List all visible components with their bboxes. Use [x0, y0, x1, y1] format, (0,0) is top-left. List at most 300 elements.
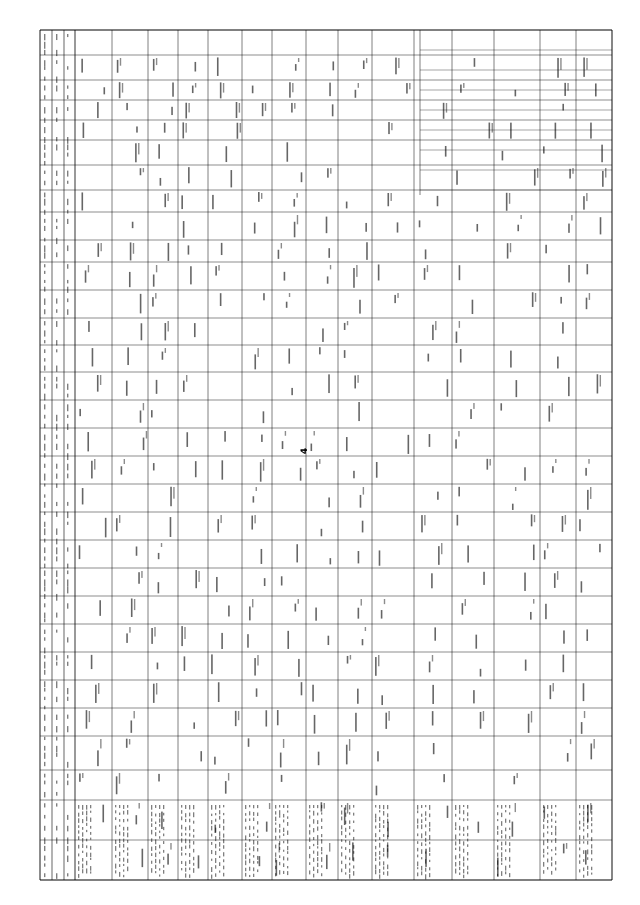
cell-value-glyph	[319, 347, 321, 354]
description-glyph	[497, 867, 498, 869]
description-glyph	[253, 812, 254, 816]
header-label-glyph	[44, 815, 45, 819]
cell-value-glyph	[601, 145, 603, 163]
cell-value-glyph	[563, 630, 565, 643]
header-label-glyph	[44, 613, 45, 619]
description-glyph	[583, 850, 584, 854]
description-glyph	[123, 850, 124, 852]
description-glyph	[509, 836, 510, 839]
description-glyph	[159, 875, 160, 877]
header-label-glyph	[67, 570, 68, 574]
cell-value-glyph	[117, 60, 119, 73]
cell-value-glyph	[506, 193, 508, 211]
header-label-glyph	[44, 670, 45, 675]
description-glyph	[287, 858, 288, 861]
description-glyph	[189, 867, 190, 870]
description-glyph	[455, 862, 456, 866]
description-glyph	[219, 816, 220, 820]
header-label-glyph	[44, 394, 45, 401]
description-glyph	[219, 870, 220, 872]
description-glyph	[459, 810, 460, 813]
description-glyph	[115, 817, 116, 820]
description-glyph	[455, 834, 456, 839]
description-glyph	[159, 836, 160, 838]
cell-value-glyph	[353, 471, 355, 478]
cell-value-glyph	[102, 805, 104, 823]
header-label-glyph	[44, 688, 45, 692]
description-glyph	[275, 805, 276, 809]
description-glyph	[82, 869, 83, 873]
description-glyph	[509, 828, 510, 830]
description-glyph	[429, 814, 430, 818]
cell-value-glyph	[387, 193, 389, 206]
description-glyph	[90, 838, 91, 840]
cell-value-glyph	[103, 87, 105, 94]
cell-value-glyph	[119, 515, 120, 523]
cell-value-glyph	[327, 276, 329, 283]
description-glyph	[341, 825, 342, 829]
description-glyph	[249, 867, 250, 871]
description-glyph	[555, 847, 556, 851]
description-glyph	[275, 811, 276, 814]
cell-value-glyph	[330, 168, 331, 174]
cell-value-glyph	[156, 380, 158, 394]
cell-value-glyph	[240, 123, 241, 133]
description-glyph	[193, 835, 194, 838]
cell-value-glyph	[562, 322, 564, 333]
cell-value-glyph	[217, 57, 219, 76]
header-label-glyph	[67, 264, 68, 269]
cell-value-glyph	[318, 752, 320, 766]
cell-value-glyph	[388, 122, 390, 134]
cell-value-glyph	[265, 710, 267, 726]
description-glyph	[219, 862, 220, 866]
description-glyph	[86, 861, 87, 865]
description-glyph	[115, 810, 116, 813]
header-label-glyph	[56, 118, 57, 122]
description-glyph	[211, 834, 212, 837]
cell-value-glyph	[129, 272, 131, 287]
description-glyph	[455, 841, 456, 845]
description-glyph	[185, 846, 186, 849]
header-label-glyph	[67, 464, 68, 471]
description-glyph	[257, 805, 258, 808]
header-label-glyph	[56, 594, 57, 601]
cell-value-glyph	[563, 844, 565, 854]
cell-value-glyph	[567, 83, 568, 91]
cell-value-glyph	[136, 126, 138, 132]
description-glyph	[249, 833, 250, 836]
header-label-glyph	[56, 171, 57, 176]
cell-value-glyph	[398, 58, 399, 68]
cell-value-glyph	[252, 599, 253, 607]
description-glyph	[463, 841, 464, 845]
cell-value-glyph	[555, 459, 556, 463]
header-label-glyph	[67, 34, 68, 37]
description-glyph	[321, 826, 322, 829]
header-label-glyph	[56, 252, 57, 257]
header-label-glyph	[56, 837, 57, 843]
description-glyph	[317, 835, 318, 840]
description-glyph	[86, 845, 87, 848]
description-glyph	[317, 827, 318, 831]
description-glyph	[163, 805, 164, 809]
description-glyph	[551, 825, 552, 827]
description-glyph	[375, 819, 376, 822]
description-glyph	[313, 858, 314, 862]
description-glyph	[249, 826, 250, 830]
description-glyph	[379, 874, 380, 878]
description-glyph	[90, 832, 91, 835]
header-label-glyph	[56, 415, 57, 422]
cell-value-glyph	[567, 753, 569, 762]
description-glyph	[78, 853, 79, 856]
description-glyph	[257, 836, 258, 838]
description-glyph	[463, 805, 464, 807]
description-glyph	[279, 810, 280, 815]
cell-value-glyph	[381, 610, 383, 619]
description-glyph	[123, 864, 124, 866]
description-glyph	[309, 870, 310, 874]
cell-value-glyph	[565, 515, 566, 525]
cell-value-glyph	[433, 743, 435, 754]
description-glyph	[497, 826, 498, 830]
header-label-glyph	[56, 547, 57, 554]
description-glyph	[429, 867, 430, 870]
description-glyph	[287, 822, 288, 826]
cell-value-glyph	[286, 302, 288, 308]
description-glyph	[387, 871, 388, 876]
cell-value-glyph	[105, 518, 107, 538]
header-label-glyph	[44, 264, 45, 267]
description-glyph	[463, 857, 464, 862]
description-glyph	[163, 850, 164, 853]
description-glyph	[341, 831, 342, 835]
description-glyph	[417, 805, 418, 810]
cell-value-glyph	[188, 245, 190, 254]
header-label-glyph	[56, 697, 57, 702]
header-label-glyph	[44, 321, 45, 325]
cell-value-glyph	[301, 172, 303, 182]
description-glyph	[82, 843, 83, 847]
description-glyph	[509, 820, 510, 823]
cell-value-glyph	[431, 573, 433, 588]
header-label-glyph	[44, 226, 45, 231]
description-glyph	[223, 859, 224, 862]
description-glyph	[287, 846, 288, 850]
cell-value-glyph	[358, 402, 360, 421]
header-label-glyph	[67, 107, 68, 111]
cell-value-glyph	[81, 59, 83, 73]
description-glyph	[215, 844, 216, 848]
cell-value-glyph	[295, 64, 297, 71]
cell-value-glyph	[327, 168, 329, 177]
description-glyph	[313, 837, 314, 840]
description-glyph	[253, 818, 254, 821]
header-label-glyph	[67, 726, 68, 732]
cell-value-glyph	[284, 272, 286, 281]
header-label-glyph	[67, 210, 68, 214]
cell-value-glyph	[237, 123, 239, 139]
header-label-glyph	[44, 424, 45, 429]
header-label-glyph	[56, 613, 57, 618]
description-glyph	[223, 819, 224, 823]
cell-value-glyph	[332, 104, 334, 116]
description-glyph	[509, 848, 510, 852]
description-glyph	[429, 860, 430, 862]
header-label-glyph	[44, 77, 45, 81]
header-label-glyph	[56, 424, 57, 431]
cell-value-glyph	[278, 250, 280, 259]
description-glyph	[387, 842, 388, 846]
cell-value-glyph	[516, 380, 518, 397]
header-label-glyph	[67, 404, 68, 411]
cell-value-glyph	[432, 711, 434, 725]
header-label-glyph	[44, 340, 45, 343]
description-glyph	[119, 839, 120, 843]
cell-value-glyph	[581, 581, 583, 592]
description-glyph	[219, 856, 220, 858]
cell-value-glyph	[289, 82, 291, 97]
description-glyph	[455, 869, 456, 874]
description-glyph	[275, 858, 276, 863]
header-label-glyph	[44, 570, 45, 576]
cell-value-glyph	[394, 295, 396, 303]
cell-value-glyph	[288, 348, 290, 363]
description-glyph	[417, 867, 418, 869]
description-glyph	[283, 850, 284, 852]
description-glyph	[82, 819, 83, 823]
description-glyph	[555, 805, 556, 807]
cell-value-glyph	[129, 739, 130, 744]
cell-value-glyph	[167, 193, 168, 201]
description-glyph	[215, 851, 216, 855]
description-glyph	[583, 829, 584, 832]
description-glyph	[509, 805, 510, 808]
cell-value-glyph	[195, 570, 197, 588]
cell-value-glyph	[79, 773, 81, 781]
cell-value-glyph	[256, 688, 258, 696]
description-glyph	[86, 811, 87, 816]
header-label-glyph	[44, 377, 45, 381]
header-label-glyph	[44, 873, 45, 877]
cell-value-glyph	[294, 222, 296, 238]
description-glyph	[375, 846, 376, 849]
description-glyph	[587, 841, 588, 845]
description-glyph	[583, 875, 584, 878]
description-glyph	[353, 837, 354, 840]
description-glyph	[345, 847, 346, 850]
cell-value-glyph	[328, 374, 330, 393]
header-label-glyph	[67, 564, 68, 569]
description-glyph	[353, 857, 354, 861]
description-glyph	[509, 865, 510, 868]
cell-value-glyph	[171, 107, 173, 115]
description-glyph	[421, 814, 422, 817]
header-label-glyph	[56, 384, 57, 389]
cell-value-glyph	[326, 855, 328, 869]
description-glyph	[505, 819, 506, 823]
description-glyph	[387, 848, 388, 851]
cell-value-glyph	[443, 103, 445, 119]
cell-value-glyph	[97, 750, 99, 766]
description-glyph	[591, 844, 592, 848]
description-glyph	[583, 811, 584, 816]
description-glyph	[459, 833, 460, 835]
cell-value-glyph	[141, 323, 143, 340]
description-glyph	[82, 832, 83, 836]
description-glyph	[317, 805, 318, 808]
cell-value-glyph	[535, 293, 536, 302]
header-label-glyph	[44, 594, 45, 599]
cell-value-glyph	[322, 328, 324, 342]
description-glyph	[193, 812, 194, 817]
description-glyph	[119, 813, 120, 815]
cell-value-glyph	[119, 773, 120, 784]
description-glyph	[127, 827, 128, 831]
description-glyph	[353, 805, 354, 808]
header-label-glyph	[44, 118, 45, 123]
description-glyph	[163, 834, 164, 837]
header-label-glyph	[44, 528, 45, 535]
description-glyph	[313, 805, 314, 808]
description-glyph	[155, 827, 156, 830]
description-glyph	[579, 860, 580, 863]
description-glyph	[78, 866, 79, 871]
description-glyph	[579, 869, 580, 872]
description-glyph	[501, 847, 502, 850]
header-label-glyph	[44, 662, 45, 669]
header-label-glyph	[44, 753, 45, 759]
description-glyph	[215, 873, 216, 876]
description-glyph	[253, 840, 254, 844]
description-glyph	[417, 855, 418, 858]
header-label-glyph	[56, 511, 57, 516]
description-glyph	[78, 861, 79, 864]
cell-value-glyph	[100, 243, 101, 251]
description-glyph	[127, 847, 128, 850]
description-glyph	[193, 821, 194, 824]
cell-value-glyph	[190, 266, 192, 284]
cell-value-glyph	[300, 468, 302, 481]
description-glyph	[353, 829, 354, 831]
description-glyph	[78, 874, 79, 878]
description-glyph	[193, 849, 194, 853]
cell-value-glyph	[126, 103, 128, 110]
header-label-glyph	[44, 522, 45, 527]
header-label-glyph	[44, 846, 45, 851]
description-glyph	[215, 865, 216, 869]
description-glyph	[78, 805, 79, 809]
header-label-glyph	[44, 774, 45, 778]
header-label-glyph	[56, 681, 57, 688]
header-label-glyph	[44, 153, 45, 158]
description-glyph	[417, 819, 418, 824]
description-glyph	[86, 839, 87, 842]
description-glyph	[219, 805, 220, 808]
description-glyph	[317, 869, 318, 873]
cell-value-glyph	[329, 843, 330, 852]
description-glyph	[159, 852, 160, 854]
header-label-glyph	[56, 826, 57, 831]
header-label-glyph	[56, 60, 57, 64]
description-glyph	[249, 839, 250, 842]
description-glyph	[287, 851, 288, 854]
description-glyph	[123, 832, 124, 836]
cell-value-glyph	[158, 553, 160, 559]
description-glyph	[345, 821, 346, 824]
cell-value-glyph	[588, 459, 589, 464]
cell-value-glyph	[446, 103, 447, 113]
description-glyph	[127, 810, 128, 815]
description-glyph	[583, 841, 584, 843]
cell-value-glyph	[534, 169, 536, 185]
cell-value-glyph	[153, 59, 155, 71]
cell-value-glyph	[122, 83, 123, 93]
description-glyph	[115, 805, 116, 807]
description-glyph	[151, 847, 152, 851]
cell-value-glyph	[328, 497, 330, 507]
description-glyph	[155, 805, 156, 808]
description-glyph	[181, 847, 182, 851]
cell-value-glyph	[552, 403, 553, 412]
description-glyph	[279, 855, 280, 858]
cell-value-glyph	[156, 265, 157, 272]
cell-value-glyph	[95, 685, 97, 703]
description-glyph	[123, 870, 124, 872]
cell-value-glyph	[490, 459, 491, 466]
cell-value-glyph	[543, 146, 545, 153]
description-glyph	[349, 812, 350, 815]
header-label-glyph	[67, 502, 68, 506]
description-glyph	[417, 833, 418, 836]
header-label-glyph	[67, 474, 68, 479]
header-label-glyph	[44, 107, 45, 113]
description-glyph	[509, 873, 510, 877]
cell-value-glyph	[524, 573, 526, 591]
cell-value-glyph	[183, 381, 185, 392]
description-glyph	[341, 852, 342, 856]
cell-value-glyph	[328, 636, 330, 645]
description-glyph	[467, 812, 468, 816]
cell-value-glyph	[172, 82, 174, 96]
description-glyph	[551, 849, 552, 851]
header-label-glyph	[44, 144, 45, 149]
description-glyph	[189, 819, 190, 823]
cell-value-glyph	[363, 487, 364, 495]
description-glyph	[155, 822, 156, 824]
cell-value-glyph	[344, 350, 346, 358]
description-glyph	[551, 840, 552, 842]
description-glyph	[223, 873, 224, 877]
cell-value-glyph	[173, 487, 174, 499]
cell-value-glyph	[226, 146, 228, 162]
description-glyph	[211, 805, 212, 810]
cell-value-glyph	[140, 168, 142, 175]
description-glyph	[579, 841, 580, 844]
header-label-glyph	[44, 474, 45, 481]
header-label-glyph	[67, 579, 68, 586]
cell-value-glyph	[156, 683, 157, 695]
description-glyph	[82, 827, 83, 830]
header-label-glyph	[44, 453, 45, 458]
cell-value-glyph	[225, 781, 227, 794]
cell-value-glyph	[534, 515, 535, 522]
description-glyph	[115, 864, 116, 869]
header-label-glyph	[56, 502, 57, 506]
description-glyph	[383, 820, 384, 824]
description-glyph	[211, 814, 212, 816]
